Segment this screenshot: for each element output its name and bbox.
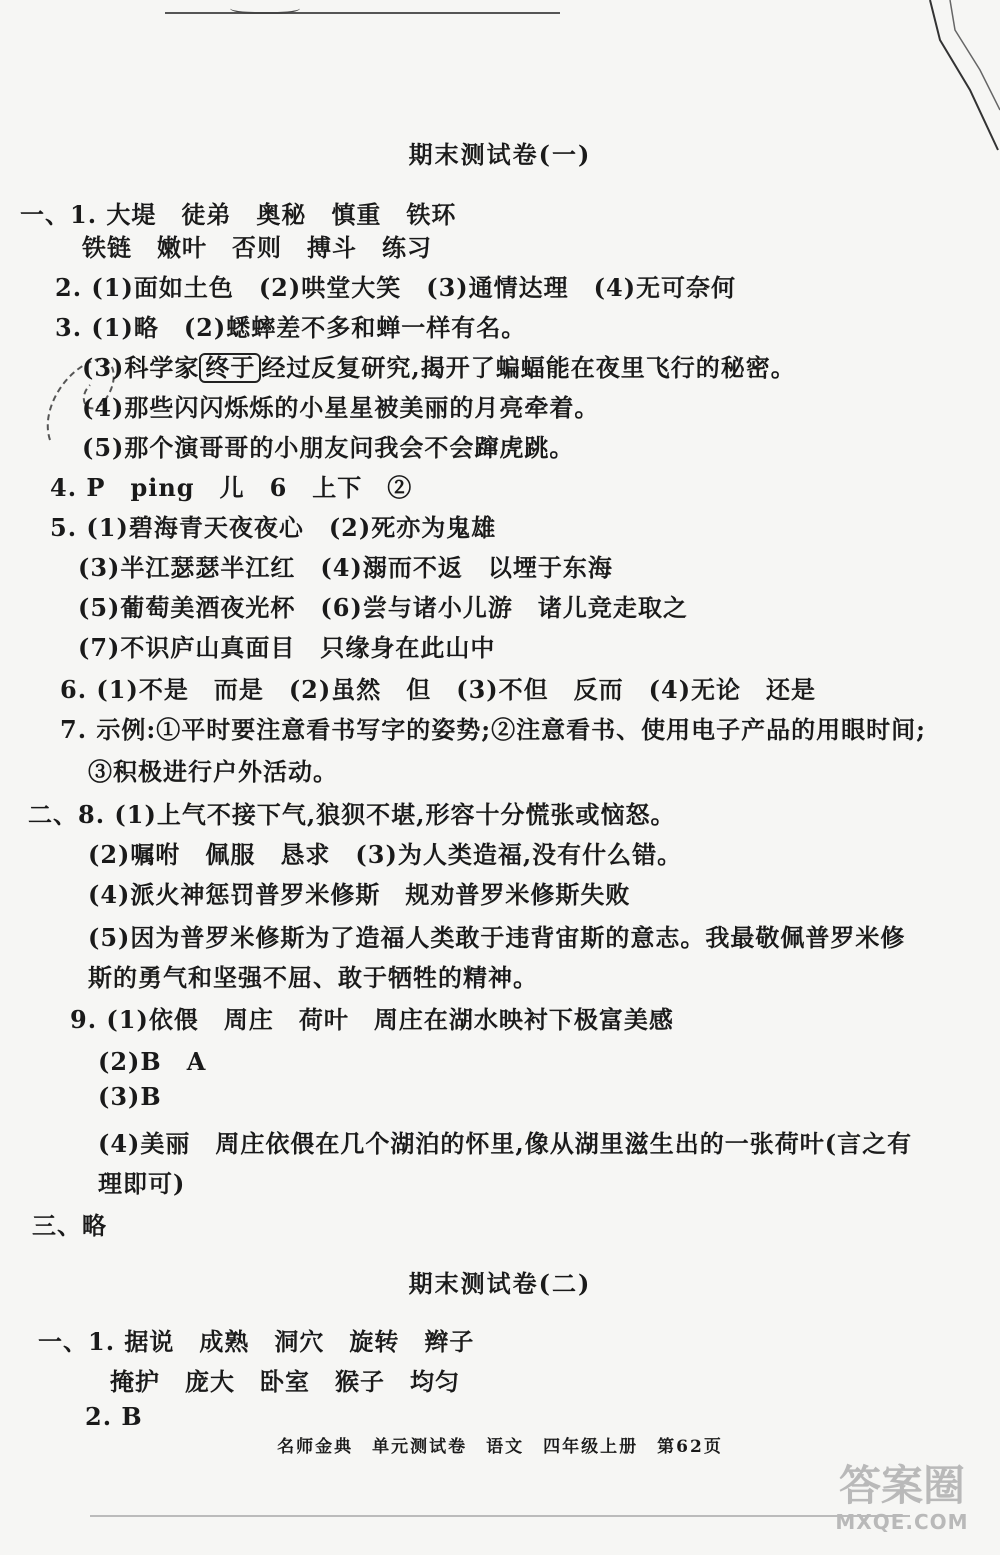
- answer-line: (4)美丽 周庄依偎在几个湖泊的怀里,像从湖里滋生出的一张荷叶(言之有: [98, 1129, 913, 1158]
- answer-line: 一、1. 据说 成熟 洞穴 旋转 辫子: [38, 1327, 475, 1356]
- answer-line: 一、1. 大堤 徒弟 奥秘 慎重 铁环: [20, 200, 457, 229]
- top-scribble: [230, 0, 300, 14]
- answer-line: (5)因为普罗米修斯为了造福人类敢于违背宙斯的意志。我最敬佩普罗米修: [88, 923, 906, 952]
- answer-line: 9. (1)依偎 周庄 荷叶 周庄在湖水映衬下极富美感: [70, 1005, 674, 1034]
- answer-line: 掩护 庞大 卧室 猴子 均匀: [110, 1367, 460, 1396]
- answer-line: (3)半江瑟瑟半江红 (4)溺而不返 以堙于东海: [78, 553, 613, 582]
- footer-rule: [90, 1515, 910, 1517]
- answer-line: (5)那个演哥哥的小朋友问我会不会蹿虎跳。: [82, 433, 575, 462]
- answer-line: 5. (1)碧海青天夜夜心 (2)死亦为鬼雄: [50, 513, 497, 542]
- test1-title: 期末测试卷(一): [408, 140, 592, 169]
- answer-line: (2)B A: [98, 1047, 207, 1076]
- line-suffix: 经过反复研究,揭开了蝙蝠能在夜里飞行的秘密。: [261, 353, 796, 382]
- answer-line: 3. (1)略 (2)蟋蟀差不多和蝉一样有名。: [55, 313, 527, 342]
- answer-line: (3)B: [98, 1082, 162, 1111]
- line-prefix: (3)科学家: [82, 353, 200, 382]
- answer-line: 4. P ping 儿 6 上下 ②: [50, 473, 413, 502]
- answer-line: (5)葡萄美酒夜光杯 (6)尝与诸小儿游 诸儿竞走取之: [78, 593, 688, 622]
- answer-line: 7. 示例:①平时要注意看书写字的姿势;②注意看书、使用电子产品的用眼时间;: [60, 715, 926, 744]
- answer-line: (4)派火神惩罚普罗米修斯 规劝普罗米修斯失败: [88, 880, 631, 909]
- answer-line: 三、略: [32, 1211, 107, 1240]
- answer-line: ③积极进行户外活动。: [88, 757, 338, 786]
- answer-line: 铁链 嫩叶 否则 搏斗 练习: [82, 233, 432, 262]
- answer-line: 6. (1)不是 而是 (2)虽然 但 (3)不但 反而 (4)无论 还是: [60, 675, 817, 704]
- watermark-logo: 答案圈: [838, 1461, 965, 1510]
- answer-line: (7)不识庐山真面目 只缘身在此山中: [78, 633, 496, 662]
- answer-line: 斯的勇气和坚强不屈、敢于牺牲的精神。: [88, 963, 538, 992]
- answer-line: 理即可): [98, 1169, 186, 1198]
- answer-line: 2. (1)面如土色 (2)哄堂大笑 (3)通情达理 (4)无可奈何: [55, 273, 737, 302]
- answer-line: (4)那些闪闪烁烁的小星星被美丽的月亮牵着。: [82, 393, 600, 422]
- answer-line: 二、8. (1)上气不接下气,狼狈不堪,形容十分慌张或恼怒。: [28, 800, 676, 829]
- top-rule: [165, 12, 560, 14]
- test2-title: 期末测试卷(二): [408, 1269, 592, 1298]
- answer-line: 2. B: [85, 1402, 143, 1431]
- answer-line: (2)嘱咐 佩服 恳求 (3)为人类造福,没有什么错。: [88, 840, 683, 869]
- circled-word: 终于: [199, 353, 261, 383]
- watermark: [822, 1462, 982, 1542]
- watermark-url: MXQE.COM: [835, 1510, 969, 1534]
- answer-line-with-circled-word: [82, 348, 796, 383]
- page-footer: 名师金典 单元测试卷 语文 四年级上册 第62页: [277, 1437, 723, 1457]
